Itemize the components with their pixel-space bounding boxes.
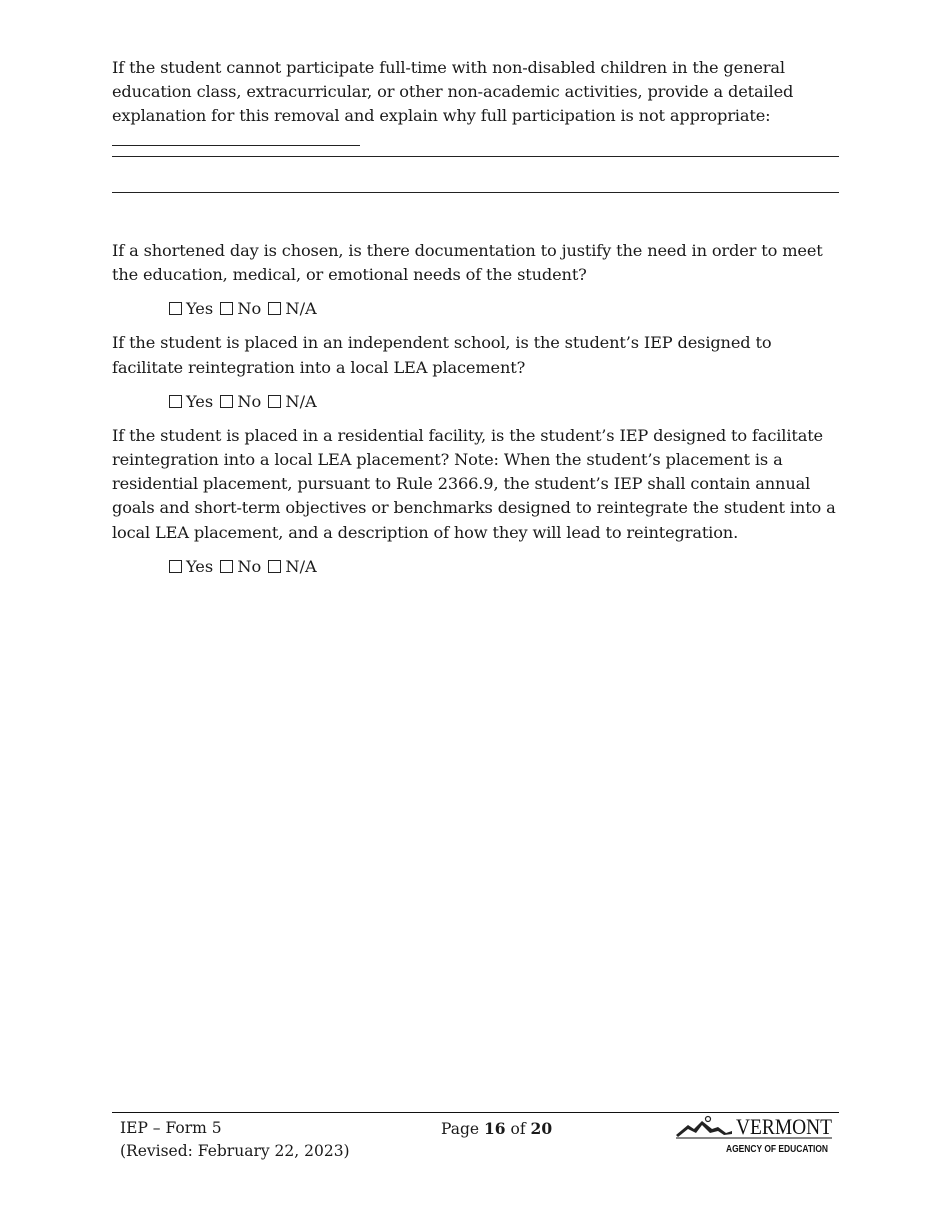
checkbox-na[interactable] [268,302,281,315]
answer-blank-line-2[interactable] [112,192,839,193]
options-independent-school [169,390,839,414]
sun-icon [706,1117,711,1122]
checkbox-yes[interactable] [169,395,182,408]
option-yes-label: Yes [186,391,214,411]
option-no-label: No [237,391,262,411]
mountain-icon [676,1121,732,1137]
footer-form-name: IEP – Form 5 [120,1119,222,1137]
document-body [112,56,839,576]
vermont-agency-logo [674,1115,834,1159]
options-residential-facility [169,555,839,579]
logo-agency-text: AGENCY OF EDUCATION [726,1144,828,1155]
question-residential-facility: If the student is placed in a residential facility, is the student’s IEP designed to facilitate reintegration into a local LEA placement? Note: When the student’s placement is a residential placement, pursuant to Rule 2366.9, the student’s IEP shall contain annual goals and short-term objectives or benchmarks designed to reintegrate the student into a local LEA placement, and a description of how they will lead to reintegration. [112,425,836,542]
checkbox-yes[interactable] [169,302,182,315]
checkbox-no[interactable] [220,302,233,315]
checkbox-no[interactable] [220,395,233,408]
page-prefix: Page [441,1120,480,1138]
question-independent-school: If the student is placed in an independent school, is the student’s IEP designed to facilitate reintegration into a local LEA placement? [112,333,772,377]
checkbox-no[interactable] [220,560,233,573]
page-footer [112,1112,839,1173]
question-shortened-day: If a shortened day is chosen, is there documentation to justify the need in order to meet the education, medical, or emotional needs of the student? [112,241,823,285]
option-na-label: N/A [285,556,317,576]
question-removal-text: If the student cannot participate full-time with non-disabled children in the general education class, extracurricular, or other non-academic activities, provide a detailed explanation for this removal and explain why full participation is not appropriate: [112,58,794,126]
page-of: of [510,1120,526,1138]
footer-revised-date: (Revised: February 22, 2023) [120,1142,350,1160]
logo-vermont-text: VERMONT [736,1114,833,1139]
options-shortened-day [169,297,839,321]
page-number [441,1117,552,1141]
checkbox-na[interactable] [268,395,281,408]
option-no-label: No [237,556,262,576]
footer-form-info [120,1117,350,1163]
answer-blank-line-1[interactable] [112,156,839,157]
option-na-label: N/A [285,299,317,319]
page-total: 20 [530,1119,553,1138]
question-removal [112,56,839,153]
checkbox-yes[interactable] [169,560,182,573]
answer-blank-inline[interactable] [112,132,360,146]
option-yes-label: Yes [186,556,214,576]
option-na-label: N/A [285,391,317,411]
option-yes-label: Yes [186,299,214,319]
option-no-label: No [237,299,262,319]
page-current: 16 [484,1119,506,1138]
checkbox-na[interactable] [268,560,281,573]
